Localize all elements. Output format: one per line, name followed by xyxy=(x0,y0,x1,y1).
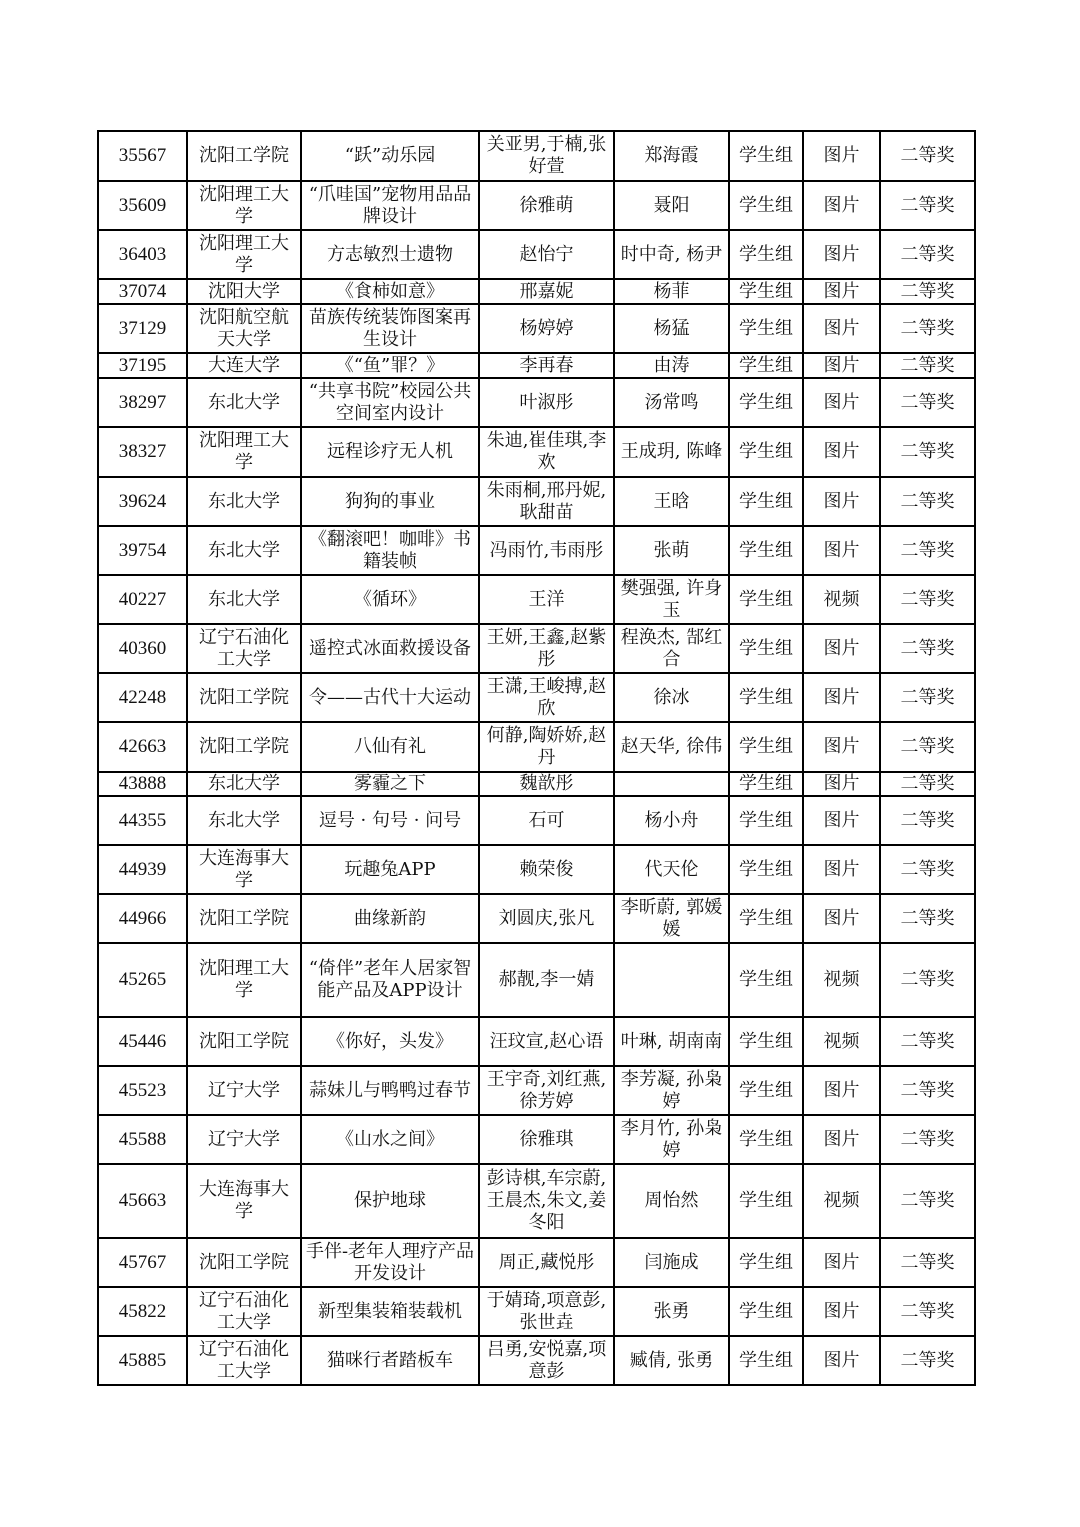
group: 学生组 xyxy=(729,230,803,279)
category: 图片 xyxy=(803,230,880,279)
award: 二等奖 xyxy=(880,845,975,894)
advisors xyxy=(614,772,729,796)
authors: 汪玟宣,赵心语 xyxy=(479,1017,614,1066)
school: 沈阳理工大学 xyxy=(187,230,301,279)
entry-id: 44939 xyxy=(98,845,187,894)
entry-id: 35609 xyxy=(98,181,187,230)
advisors: 代天伦 xyxy=(614,845,729,894)
award: 二等奖 xyxy=(880,722,975,772)
advisors: 臧倩, 张勇 xyxy=(614,1336,729,1385)
category: 图片 xyxy=(803,353,880,378)
authors: 王妍,王鑫,赵紫彤 xyxy=(479,624,614,673)
advisors: 赵天华, 徐伟 xyxy=(614,722,729,772)
authors: 于婧琦,项意彭,张世垚 xyxy=(479,1287,614,1336)
school: 大连海事大学 xyxy=(187,1164,301,1238)
category: 图片 xyxy=(803,624,880,673)
work-title: 蒜妹儿与鸭鸭过春节 xyxy=(301,1066,479,1115)
group: 学生组 xyxy=(729,353,803,378)
advisors: 由涛 xyxy=(614,353,729,378)
table-row xyxy=(98,1066,975,1115)
authors: 赖荣俊 xyxy=(479,845,614,894)
award: 二等奖 xyxy=(880,279,975,304)
work-title: “共享书院”校园公共空间室内设计 xyxy=(301,378,479,427)
advisors: 李月竹, 孙枭婷 xyxy=(614,1115,729,1164)
school: 沈阳工学院 xyxy=(187,131,301,181)
category: 图片 xyxy=(803,673,880,722)
school: 沈阳航空航天大学 xyxy=(187,304,301,353)
table-row xyxy=(98,624,975,673)
award: 二等奖 xyxy=(880,1238,975,1287)
category: 视频 xyxy=(803,575,880,624)
group: 学生组 xyxy=(729,477,803,526)
school: 沈阳大学 xyxy=(187,279,301,304)
entry-id: 40360 xyxy=(98,624,187,673)
entry-id: 37074 xyxy=(98,279,187,304)
entry-id: 45885 xyxy=(98,1336,187,1385)
entry-id: 38297 xyxy=(98,378,187,427)
school: 大连海事大学 xyxy=(187,845,301,894)
advisors: 张勇 xyxy=(614,1287,729,1336)
advisors: 闫施成 xyxy=(614,1238,729,1287)
table-row xyxy=(98,894,975,943)
table-row xyxy=(98,131,975,181)
entry-id: 45446 xyxy=(98,1017,187,1066)
table-body xyxy=(98,131,975,1385)
advisors: 樊强强, 许身玉 xyxy=(614,575,729,624)
award: 二等奖 xyxy=(880,304,975,353)
entry-id: 45523 xyxy=(98,1066,187,1115)
group: 学生组 xyxy=(729,772,803,796)
table-row xyxy=(98,378,975,427)
authors: 朱迪,崔佳琪,李欢 xyxy=(479,427,614,477)
work-title: 令——古代十大运动 xyxy=(301,673,479,722)
entry-id: 42663 xyxy=(98,722,187,772)
category: 图片 xyxy=(803,304,880,353)
work-title: “爪哇国”宠物用品品牌设计 xyxy=(301,181,479,230)
entry-id: 36403 xyxy=(98,230,187,279)
advisors: 周怡然 xyxy=(614,1164,729,1238)
school: 东北大学 xyxy=(187,575,301,624)
award: 二等奖 xyxy=(880,624,975,673)
award: 二等奖 xyxy=(880,1017,975,1066)
authors: 魏歆彤 xyxy=(479,772,614,796)
entry-id: 45588 xyxy=(98,1115,187,1164)
award: 二等奖 xyxy=(880,1115,975,1164)
work-title: 《山水之间》 xyxy=(301,1115,479,1164)
category: 图片 xyxy=(803,845,880,894)
category: 图片 xyxy=(803,1287,880,1336)
school: 辽宁大学 xyxy=(187,1115,301,1164)
award: 二等奖 xyxy=(880,353,975,378)
work-title: 手伴-老年人理疗产品开发设计 xyxy=(301,1238,479,1287)
advisors: 杨菲 xyxy=(614,279,729,304)
group: 学生组 xyxy=(729,673,803,722)
table-row xyxy=(98,1287,975,1336)
table-row xyxy=(98,1115,975,1164)
category: 图片 xyxy=(803,722,880,772)
school: 沈阳工学院 xyxy=(187,722,301,772)
award: 二等奖 xyxy=(880,772,975,796)
advisors: 汤常鸣 xyxy=(614,378,729,427)
group: 学生组 xyxy=(729,1238,803,1287)
authors: 石可 xyxy=(479,796,614,845)
advisors: 郑海霞 xyxy=(614,131,729,181)
work-title: 逗号 · 句号 · 问号 xyxy=(301,796,479,845)
group: 学生组 xyxy=(729,624,803,673)
category: 图片 xyxy=(803,796,880,845)
entry-id: 44355 xyxy=(98,796,187,845)
group: 学生组 xyxy=(729,1164,803,1238)
authors: 朱雨桐,邢丹妮,耿甜苗 xyxy=(479,477,614,526)
school: 沈阳工学院 xyxy=(187,1238,301,1287)
school: 沈阳工学院 xyxy=(187,894,301,943)
school: 沈阳理工大学 xyxy=(187,943,301,1017)
award: 二等奖 xyxy=(880,230,975,279)
work-title: “跃”动乐园 xyxy=(301,131,479,181)
entry-id: 45663 xyxy=(98,1164,187,1238)
category: 图片 xyxy=(803,526,880,575)
authors: 李再春 xyxy=(479,353,614,378)
entry-id: 39624 xyxy=(98,477,187,526)
school: 东北大学 xyxy=(187,477,301,526)
group: 学生组 xyxy=(729,181,803,230)
work-title: 雾霾之下 xyxy=(301,772,479,796)
work-title: 《循环》 xyxy=(301,575,479,624)
award: 二等奖 xyxy=(880,894,975,943)
table-row xyxy=(98,722,975,772)
authors: 关亚男,于楠,张好萱 xyxy=(479,131,614,181)
entry-id: 35567 xyxy=(98,131,187,181)
authors: 周正,藏悦彤 xyxy=(479,1238,614,1287)
work-title: 《翻滚吧！咖啡》书籍装帧 xyxy=(301,526,479,575)
table-row xyxy=(98,1336,975,1385)
award: 二等奖 xyxy=(880,181,975,230)
award: 二等奖 xyxy=(880,673,975,722)
category: 图片 xyxy=(803,1066,880,1115)
entry-id: 45767 xyxy=(98,1238,187,1287)
award-table xyxy=(97,130,976,1386)
advisors: 杨小舟 xyxy=(614,796,729,845)
group: 学生组 xyxy=(729,845,803,894)
authors: 王洋 xyxy=(479,575,614,624)
category: 图片 xyxy=(803,279,880,304)
award: 二等奖 xyxy=(880,1287,975,1336)
work-title: 苗族传统装饰图案再生设计 xyxy=(301,304,479,353)
table-row xyxy=(98,477,975,526)
authors: 何静,陶娇娇,赵丹 xyxy=(479,722,614,772)
school: 东北大学 xyxy=(187,378,301,427)
work-title: 新型集装箱装载机 xyxy=(301,1287,479,1336)
school: 辽宁石油化工大学 xyxy=(187,1336,301,1385)
work-title: 八仙有礼 xyxy=(301,722,479,772)
table-row xyxy=(98,427,975,477)
authors: 赵怡宁 xyxy=(479,230,614,279)
authors: 徐雅萌 xyxy=(479,181,614,230)
work-title: 《你好，头发》 xyxy=(301,1017,479,1066)
advisors: 杨猛 xyxy=(614,304,729,353)
table-row xyxy=(98,1017,975,1066)
award: 二等奖 xyxy=(880,477,975,526)
group: 学生组 xyxy=(729,796,803,845)
award: 二等奖 xyxy=(880,575,975,624)
school: 东北大学 xyxy=(187,772,301,796)
authors: 王宇奇,刘红燕,徐芳婷 xyxy=(479,1066,614,1115)
authors: 叶淑彤 xyxy=(479,378,614,427)
category: 视频 xyxy=(803,1164,880,1238)
school: 沈阳工学院 xyxy=(187,1017,301,1066)
group: 学生组 xyxy=(729,575,803,624)
category: 图片 xyxy=(803,1115,880,1164)
table-row xyxy=(98,772,975,796)
group: 学生组 xyxy=(729,1287,803,1336)
category: 图片 xyxy=(803,894,880,943)
entry-id: 45822 xyxy=(98,1287,187,1336)
table-row xyxy=(98,673,975,722)
group: 学生组 xyxy=(729,427,803,477)
group: 学生组 xyxy=(729,1066,803,1115)
work-title: 猫咪行者踏板车 xyxy=(301,1336,479,1385)
award: 二等奖 xyxy=(880,427,975,477)
work-title: 狗狗的事业 xyxy=(301,477,479,526)
entry-id: 39754 xyxy=(98,526,187,575)
authors: 彭诗棋,车宗蔚,王晨杰,朱文,姜冬阳 xyxy=(479,1164,614,1238)
table-row xyxy=(98,279,975,304)
group: 学生组 xyxy=(729,1115,803,1164)
entry-id: 37195 xyxy=(98,353,187,378)
table-row xyxy=(98,230,975,279)
category: 图片 xyxy=(803,131,880,181)
group: 学生组 xyxy=(729,378,803,427)
work-title: 方志敏烈士遗物 xyxy=(301,230,479,279)
table-row xyxy=(98,526,975,575)
award: 二等奖 xyxy=(880,131,975,181)
group: 学生组 xyxy=(729,1017,803,1066)
table-row xyxy=(98,796,975,845)
advisors: 王成玥, 陈峰 xyxy=(614,427,729,477)
award: 二等奖 xyxy=(880,943,975,1017)
category: 图片 xyxy=(803,181,880,230)
school: 东北大学 xyxy=(187,796,301,845)
work-title: 《食柿如意》 xyxy=(301,279,479,304)
award: 二等奖 xyxy=(880,526,975,575)
advisors: 徐冰 xyxy=(614,673,729,722)
advisors: 叶琳, 胡南南 xyxy=(614,1017,729,1066)
authors: 刘圆庆,张凡 xyxy=(479,894,614,943)
work-title: 遥控式冰面救援设备 xyxy=(301,624,479,673)
authors: 杨婷婷 xyxy=(479,304,614,353)
authors: 冯雨竹,韦雨彤 xyxy=(479,526,614,575)
group: 学生组 xyxy=(729,722,803,772)
table-row xyxy=(98,304,975,353)
entry-id: 43888 xyxy=(98,772,187,796)
entry-id: 42248 xyxy=(98,673,187,722)
category: 图片 xyxy=(803,1336,880,1385)
category: 图片 xyxy=(803,427,880,477)
award: 二等奖 xyxy=(880,1336,975,1385)
group: 学生组 xyxy=(729,279,803,304)
group: 学生组 xyxy=(729,943,803,1017)
school: 沈阳工学院 xyxy=(187,673,301,722)
group: 学生组 xyxy=(729,894,803,943)
work-title: 玩趣兔APP xyxy=(301,845,479,894)
award: 二等奖 xyxy=(880,1164,975,1238)
group: 学生组 xyxy=(729,526,803,575)
school: 大连大学 xyxy=(187,353,301,378)
category: 视频 xyxy=(803,943,880,1017)
advisors: 李昕蔚, 郭媛媛 xyxy=(614,894,729,943)
authors: 郝靓,李一婧 xyxy=(479,943,614,1017)
table-row xyxy=(98,181,975,230)
work-title: 曲缘新韵 xyxy=(301,894,479,943)
advisors: 李芳凝, 孙枭婷 xyxy=(614,1066,729,1115)
work-title: “倚伴”老年人居家智能产品及APP设计 xyxy=(301,943,479,1017)
work-title: 《“鱼”罪？》 xyxy=(301,353,479,378)
table-row xyxy=(98,1164,975,1238)
advisors: 程涣杰, 郜红合 xyxy=(614,624,729,673)
advisors: 时中奇, 杨尹 xyxy=(614,230,729,279)
school: 辽宁大学 xyxy=(187,1066,301,1115)
table-row xyxy=(98,575,975,624)
category: 图片 xyxy=(803,772,880,796)
entry-id: 40227 xyxy=(98,575,187,624)
award: 二等奖 xyxy=(880,796,975,845)
entry-id: 44966 xyxy=(98,894,187,943)
authors: 吕勇,安悦嘉,项意彭 xyxy=(479,1336,614,1385)
school: 沈阳理工大学 xyxy=(187,427,301,477)
category: 视频 xyxy=(803,1017,880,1066)
table-row xyxy=(98,353,975,378)
authors: 邢嘉妮 xyxy=(479,279,614,304)
table-row xyxy=(98,1238,975,1287)
entry-id: 38327 xyxy=(98,427,187,477)
school: 辽宁石油化工大学 xyxy=(187,1287,301,1336)
category: 图片 xyxy=(803,477,880,526)
advisors xyxy=(614,943,729,1017)
group: 学生组 xyxy=(729,131,803,181)
category: 图片 xyxy=(803,378,880,427)
advisors: 王晗 xyxy=(614,477,729,526)
award: 二等奖 xyxy=(880,378,975,427)
school: 辽宁石油化工大学 xyxy=(187,624,301,673)
school: 东北大学 xyxy=(187,526,301,575)
work-title: 远程诊疗无人机 xyxy=(301,427,479,477)
advisors: 聂阳 xyxy=(614,181,729,230)
entry-id: 45265 xyxy=(98,943,187,1017)
category: 图片 xyxy=(803,1238,880,1287)
advisors: 张萌 xyxy=(614,526,729,575)
table-row xyxy=(98,845,975,894)
school: 沈阳理工大学 xyxy=(187,181,301,230)
work-title: 保护地球 xyxy=(301,1164,479,1238)
group: 学生组 xyxy=(729,1336,803,1385)
group: 学生组 xyxy=(729,304,803,353)
entry-id: 37129 xyxy=(98,304,187,353)
authors: 徐雅琪 xyxy=(479,1115,614,1164)
table-row xyxy=(98,943,975,1017)
authors: 王潇,王峻搏,赵欣 xyxy=(479,673,614,722)
award: 二等奖 xyxy=(880,1066,975,1115)
